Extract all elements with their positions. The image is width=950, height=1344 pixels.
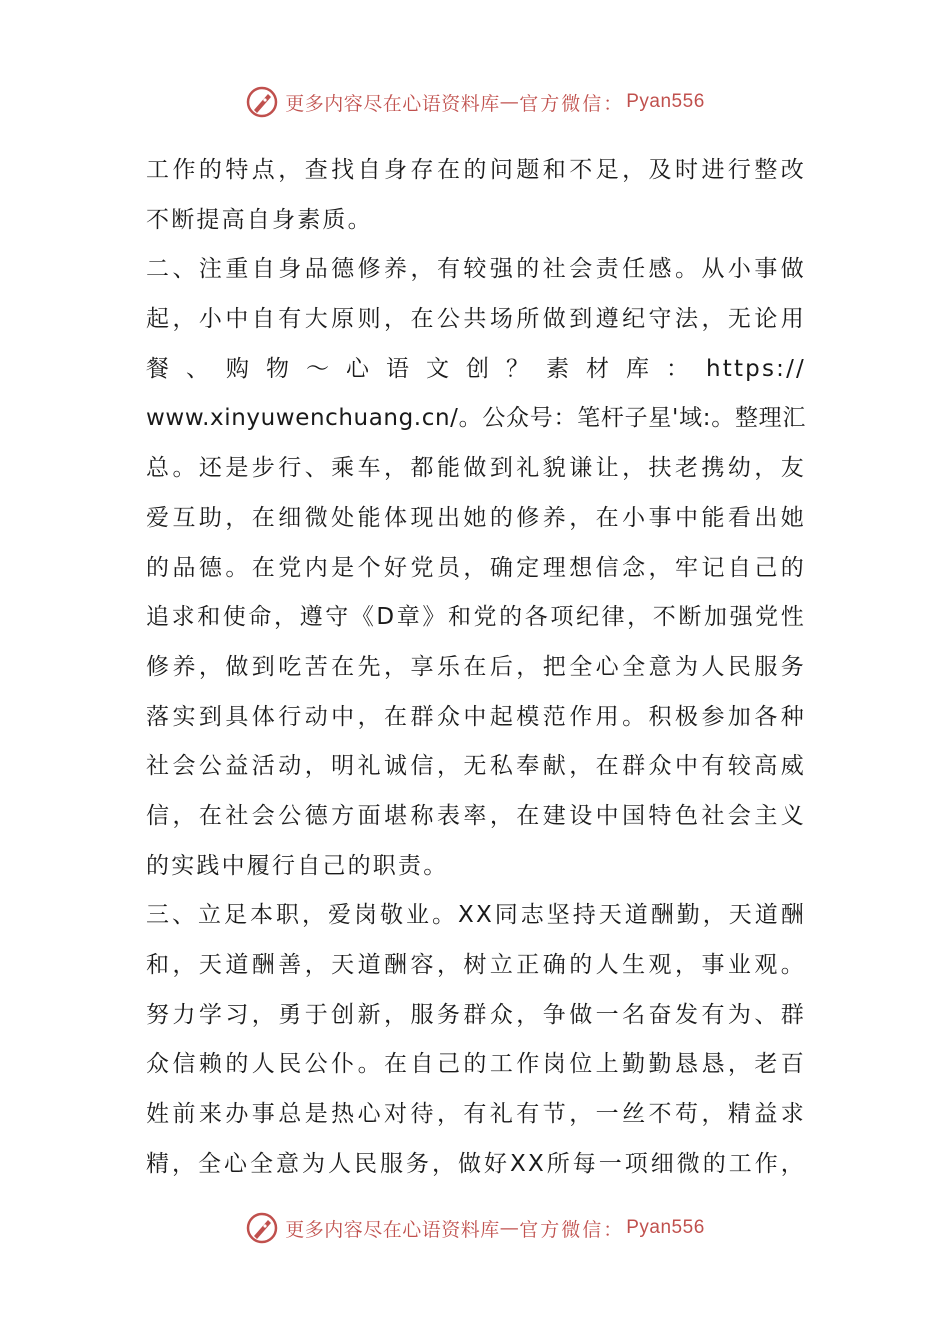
body-line: 起，小中自有大原则，在公共场所做到遵纪守法，无论用 [146,306,806,333]
watermark-dash: — [499,1217,520,1239]
header-watermark [0,82,950,122]
watermark-site-text: 更多内容尽在心语资料库 [285,1218,500,1241]
watermark-wechat-id: Pyan556 [626,1217,705,1238]
body-line: 三、立足本职，爱岗敬业。XX同志坚持天道酬勤，天道酬 [146,902,806,929]
watermark-wechat-label: 官方微信： [519,1218,625,1241]
document-body [146,146,806,1189]
body-line: 努力学习，勇于创新，服务群众，争做一名奋发有为、群 [146,1001,806,1028]
body-line: 信，在社会公德方面堪称表率，在建设中国特色社会主义 [146,802,806,829]
body-line: 众信赖的人民公仆。在自己的工作岗位上勤勤恳恳，老百 [146,1051,806,1078]
body-line: 餐、购物～心语文创？素材库：https:// [146,355,806,382]
watermark-dash: — [499,91,520,113]
pen-nib-circle-icon [245,1211,279,1245]
body-line: 的品德。在党内是个好党员，确定理想信念，牢记自己的 [146,554,806,581]
body-line: 工作的特点，查找自身存在的问题和不足，及时进行整改 [146,157,806,183]
body-line: 精，全心全意为人民服务，做好XX所每一项细微的工作， [146,1150,806,1177]
watermark-site-text: 更多内容尽在心语资料库 [285,92,500,115]
body-line: www.xinyuwenchuang.cn/。公众号：笔杆子星'域:。整理汇 [146,405,806,432]
watermark-wechat-label: 官方微信： [519,92,625,115]
body-line: 二、注重自身品德修养，有较强的社会责任感。从小事做 [146,256,806,283]
body-line: 不断提高自身素质。 [146,206,373,233]
body-line: 总。还是步行、乘车，都能做到礼貌谦让，扶老携幼，友 [146,455,806,482]
pen-nib-circle-icon [245,85,279,119]
body-line: 爱互助，在细微处能体现出她的修养，在小事中能看出她 [146,504,806,531]
body-line: 的实践中履行自己的职责。 [146,852,449,879]
watermark-wechat-id: Pyan556 [626,91,705,112]
footer-watermark [0,1208,950,1248]
body-line: 追求和使命，遵守《D章》和党的各项纪律，不断加强党性 [146,604,806,631]
body-line: 修养，做到吃苦在先，享乐在后，把全心全意为人民服务 [146,653,806,680]
body-line: 和，天道酬善，天道酬容，树立正确的人生观，事业观。 [146,952,806,978]
body-line: 落实到具体行动中，在群众中起模范作用。积极参加各种 [146,703,806,730]
body-line: 姓前来办事总是热心对待，有礼有节，一丝不苟，精益求 [146,1101,806,1128]
body-line: 社会公益活动，明礼诚信，无私奉献，在群众中有较高威 [146,753,806,780]
